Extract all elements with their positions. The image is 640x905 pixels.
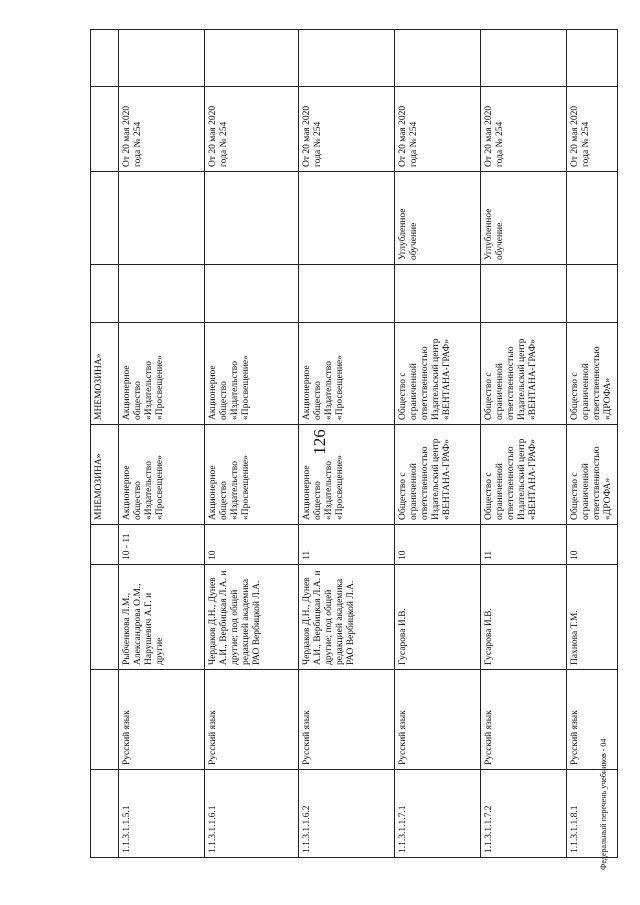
header-cell <box>91 87 119 172</box>
subject-cell: Русский язык <box>119 670 205 770</box>
subject-cell: Русский язык <box>395 670 481 770</box>
subject-cell: Русский язык <box>299 670 395 770</box>
note-cell <box>119 30 205 87</box>
code-cell: 1.1.3.1.1.7.1 <box>395 770 481 858</box>
extra-cell <box>481 265 567 323</box>
header-cell <box>91 30 119 87</box>
note-cell <box>567 30 618 87</box>
authors-cell: Чердаков Д.Н., Дунев А.И., Вербицкая Л.А. и другие; под общей редакцией академика РАО Вербицкой Л.А. <box>299 565 395 670</box>
grade-cell: 11 <box>299 525 395 565</box>
note-cell <box>205 30 299 87</box>
authors-cell: Гусарова И.В. <box>395 565 481 670</box>
level-cell <box>299 172 395 265</box>
subject-cell: Русский язык <box>567 670 618 770</box>
order-cell: От 20 мая 2020 года № 254 <box>299 87 395 172</box>
extra-cell <box>299 265 395 323</box>
table-row <box>481 30 567 858</box>
publisher2-cell: Акционерное общество «Издательство «Просвещение» <box>299 323 395 425</box>
publisher2-cell: Акционерное общество «Издательство «Просвещение» <box>119 323 205 425</box>
code-cell: 1.1.3.1.1.6.1 <box>205 770 299 858</box>
authors-cell: Чердаков Д.Н., Дунев А.И., Вербицкая Л.А. и другие; под общей редакцией академика РАО Вербицкой Л.А. <box>205 565 299 670</box>
publisher-cell: Общество с ограниченной ответственностью Издательский центр «ВЕНТАНА-ГРАФ» <box>481 425 567 525</box>
extra-cell <box>395 265 481 323</box>
grade-cell: 11 <box>481 525 567 565</box>
grade-cell: 10 <box>395 525 481 565</box>
code-cell: 1.1.3.1.1.8.1 <box>567 770 618 858</box>
extra-cell <box>119 265 205 323</box>
publisher-cell: Акционерное общество «Издательство «Просвещение» <box>299 425 395 525</box>
publisher2-cell: Общество с ограниченной ответственностью Издательский центр «ВЕНТАНА-ГРАФ» <box>395 323 481 425</box>
page-number: 126 <box>310 429 329 455</box>
publisher-cell: Общество с ограниченной ответственностью Издательский центр «ВЕНТАНА-ГРАФ» <box>395 425 481 525</box>
level-cell: Углубленное обучение <box>481 172 567 265</box>
order-cell: От 20 мая 2020 года № 254 <box>205 87 299 172</box>
publisher-cell: Акционерное общество «Издательство «Просвещение» <box>119 425 205 525</box>
grade-cell: 10 - 11 <box>119 525 205 565</box>
table-header-row <box>91 30 119 858</box>
header-cell: МНЕМОЗИНА» <box>91 323 119 425</box>
code-cell: 1.1.3.1.1.5.1 <box>119 770 205 858</box>
table-row <box>205 30 299 858</box>
authors-cell: Рыбченкова Л.М., Александрова О.М., Нарушевич А.Г. и другие <box>119 565 205 670</box>
level-cell <box>205 172 299 265</box>
publisher2-cell: Акционерное общество «Издательство «Просвещение» <box>205 323 299 425</box>
order-cell: От 20 мая 2020 года № 254 <box>481 87 567 172</box>
level-cell: Углубленное обучение <box>395 172 481 265</box>
table-row <box>567 30 618 858</box>
note-cell <box>481 30 567 87</box>
grade-cell: 10 <box>567 525 618 565</box>
level-cell <box>119 172 205 265</box>
grade-cell: 10 <box>205 525 299 565</box>
note-cell <box>299 30 395 87</box>
extra-cell <box>205 265 299 323</box>
publisher2-cell: Общество с ограниченной ответственностью «ДРОФА» <box>567 323 618 425</box>
table-row <box>299 30 395 858</box>
header-cell <box>91 265 119 323</box>
code-cell: 1.1.3.1.1.7.2 <box>481 770 567 858</box>
table-row <box>119 30 205 858</box>
code-cell: 1.1.3.1.1.6.2 <box>299 770 395 858</box>
subject-cell: Русский язык <box>481 670 567 770</box>
publisher-cell: Общество с ограниченной ответственностью «ДРОФА» <box>567 425 618 525</box>
extra-cell <box>567 265 618 323</box>
header-cell <box>91 525 119 565</box>
header-cell: МНЕМОЗИНА» <box>91 425 119 525</box>
subject-cell: Русский язык <box>205 670 299 770</box>
header-cell <box>91 565 119 670</box>
header-cell <box>91 172 119 265</box>
publisher2-cell: Общество с ограниченной ответственностью Издательский центр «ВЕНТАНА-ГРАФ» <box>481 323 567 425</box>
order-cell: От 20 мая 2020 года № 254 <box>119 87 205 172</box>
order-cell: От 20 мая 2020 года № 254 <box>567 87 618 172</box>
table-row <box>395 30 481 858</box>
order-cell: От 20 мая 2020 года № 254 <box>395 87 481 172</box>
note-cell <box>395 30 481 87</box>
header-cell <box>91 770 119 858</box>
header-cell <box>91 670 119 770</box>
authors-cell: Пахнова Т.М. <box>567 565 618 670</box>
level-cell <box>567 172 618 265</box>
page-footer: Федеральный перечень учебников - 04 <box>599 738 608 870</box>
publisher-cell: Акционерное общество «Издательство «Просвещение» <box>205 425 299 525</box>
authors-cell: Гусарова И.В. <box>481 565 567 670</box>
